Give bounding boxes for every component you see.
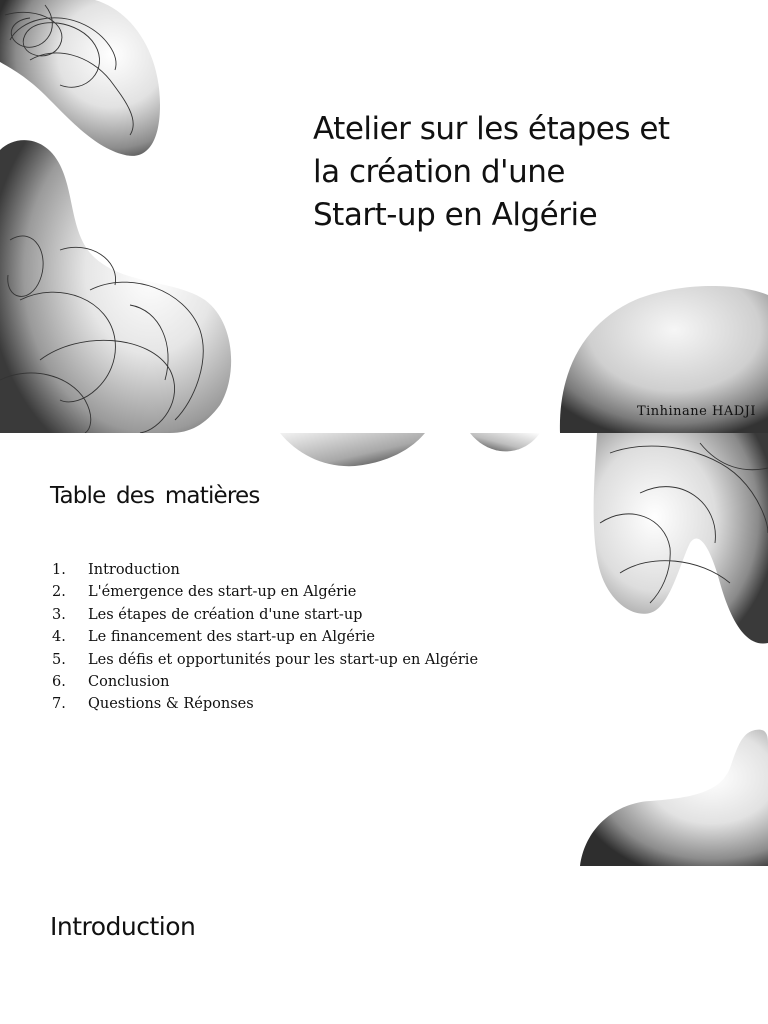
toc-title: Table des matières — [50, 483, 260, 509]
toc-item-questions: 7. Questions & Réponses — [52, 696, 254, 713]
toc-item-conclusion: 6. Conclusion — [52, 674, 170, 691]
toc-item-defis: 5. Les défis et opportunités pour les start-up en Algérie — [52, 651, 479, 668]
toc-item-etapes: 3. Les étapes de création d'une start-up — [52, 606, 363, 623]
title-line-3: Start-up en Algérie — [313, 197, 598, 233]
toc-list — [52, 559, 478, 716]
slide-title — [0, 0, 768, 433]
blob-left — [0, 140, 231, 433]
blob-bottom-right — [580, 730, 768, 866]
blob-top-left — [0, 0, 160, 156]
blob-top-center — [280, 433, 425, 466]
blob-right — [594, 433, 768, 644]
introduction-title: Introduction — [50, 912, 196, 941]
slide-introduction — [0, 866, 768, 1024]
title-line-1: Atelier sur les étapes et — [313, 111, 670, 147]
presentation-title — [313, 108, 733, 237]
toc-item-financement: 4. Le financement des start-up en Algérie — [52, 629, 375, 646]
blob-top-mid — [470, 433, 540, 451]
toc-item-emergence: 2. L'émergence des start-up en Algérie — [52, 584, 357, 601]
toc-item-introduction: 1. Introduction — [52, 562, 180, 578]
title-line-2: la création d'une — [313, 154, 565, 190]
slide-table-of-contents — [0, 433, 768, 866]
author-name: Tinhinane HADJI — [636, 404, 756, 419]
